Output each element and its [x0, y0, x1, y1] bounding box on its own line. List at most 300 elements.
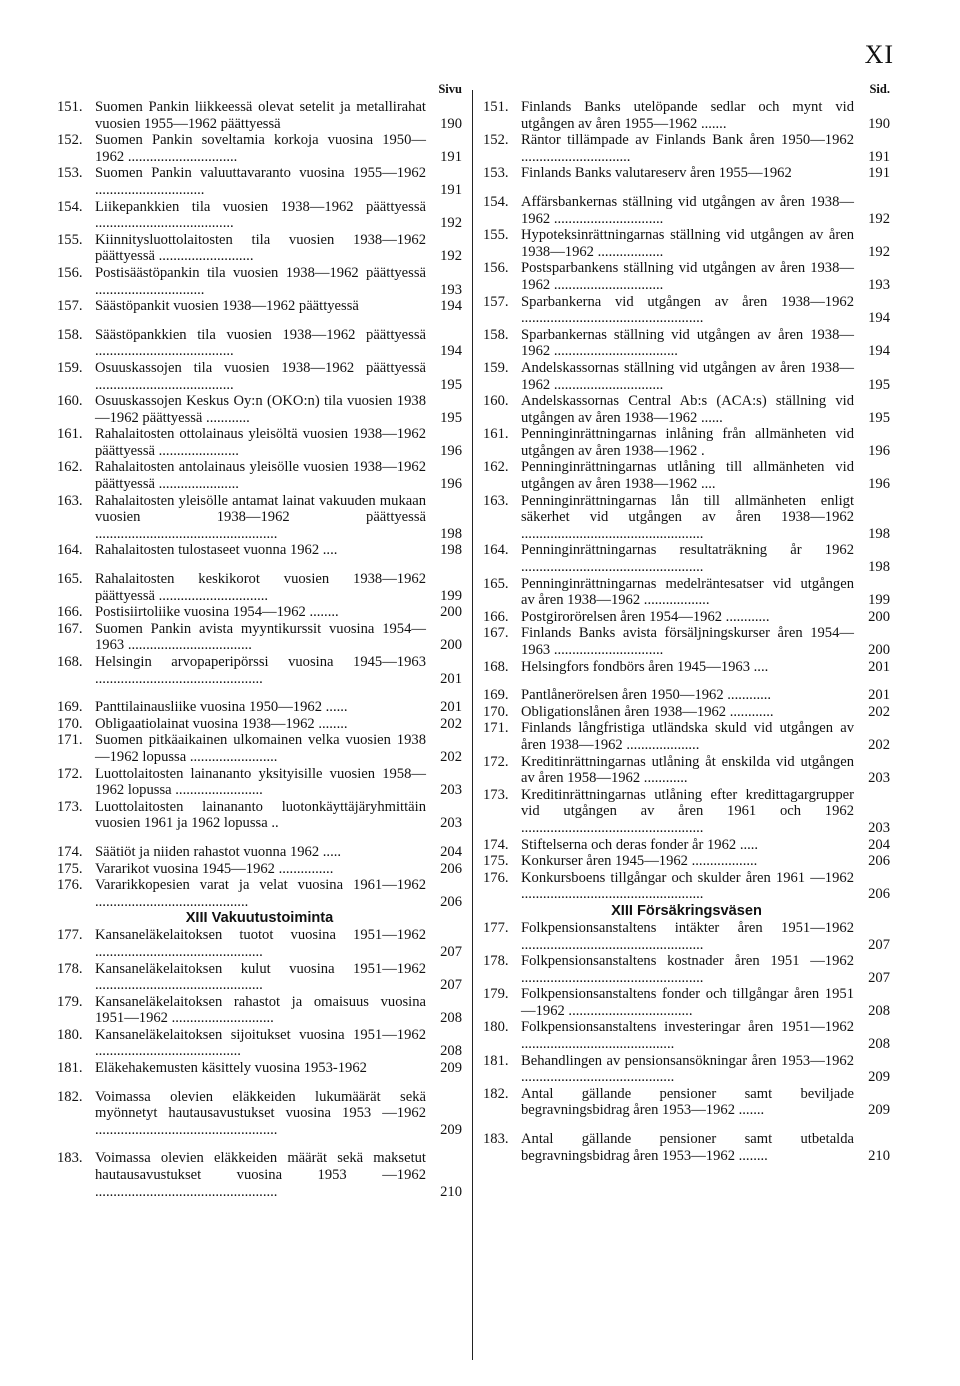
entry-page: 198: [440, 542, 462, 559]
toc-entry: [57, 994, 462, 1027]
toc-entry: [483, 393, 890, 426]
entry-number: 177.: [57, 927, 83, 944]
entry-body: [95, 327, 462, 360]
entry-body: [95, 298, 462, 315]
entry-page: 209: [440, 1060, 462, 1077]
entry-title: Postisäästöpankin tila vuosien 1938—1962 päättyessä ..............................: [95, 264, 426, 298]
entry-number: 157.: [483, 293, 509, 310]
entry-number: 155.: [483, 227, 509, 244]
toc-entry: [483, 194, 890, 227]
toc-entry: [57, 1060, 462, 1077]
entry-body: [95, 716, 462, 733]
entry-number: 160.: [483, 393, 509, 410]
entry-title: Obligaatiolainat vuosina 1938—1962 ........: [95, 715, 348, 732]
entry-body: [521, 853, 890, 870]
entry-title: Hypoteksinrättningarnas ställning vid utgången av åren 1938—1962 ..................: [521, 227, 854, 260]
entry-body: [521, 953, 890, 986]
entry-page: 191: [868, 148, 890, 165]
toc-entry: [57, 99, 462, 132]
toc-entry: [483, 754, 890, 787]
entry-number: 162.: [57, 459, 83, 476]
entry-body: [521, 986, 890, 1019]
entry-body: [521, 426, 890, 459]
entry-list: [57, 927, 462, 1200]
entry-title: Luottolaitosten lainananto yksityisille vuosien 1958—1962 lopussa ........................: [95, 765, 426, 799]
entry-page: 192: [868, 243, 890, 260]
toc-entry: [483, 609, 890, 626]
toc-entry: [57, 393, 462, 426]
entry-title: Pantlånerörelsen åren 1950—1962 ............: [521, 687, 772, 704]
toc-entry: [57, 654, 462, 687]
toc-entry: [483, 659, 890, 676]
entry-page: 208: [868, 1002, 890, 1019]
entry-page: 206: [868, 853, 890, 870]
entry-title: Eläkehakemusten käsittely vuosina 1953-1962: [95, 1060, 367, 1077]
entry-page: 201: [868, 687, 890, 704]
entry-title: Antal gällande pensioner samt utbetalda begravningsbidrag åren 1953—1962 ........: [521, 1131, 854, 1164]
entry-number: 161.: [483, 426, 509, 443]
entry-title: Konkursboens tillgångar och skulder åren 1961 —1962 ..................................................: [521, 869, 854, 903]
entry-title: Suomen pitkäaikainen ulkomainen velka vuosien 1938—1962 lopussa ........................: [95, 732, 426, 765]
entry-body: [95, 265, 462, 298]
entry-title: Osuuskassojen tila vuosien 1938—1962 päättyessä ......................................: [95, 359, 426, 393]
entry-number: 161.: [57, 426, 83, 443]
entry-page: 194: [440, 298, 462, 315]
entry-title: Räntor tillämpade av Finlands Bank åren 1950—1962 ..............................: [521, 132, 854, 165]
entry-title: Voimassa olevien eläkkeiden lukumäärät sekä myönnetyt hautausavustukset vuosina 1953 —1962 ..................................................: [95, 1088, 426, 1138]
entry-body: [521, 720, 890, 753]
entry-page: 198: [440, 525, 462, 542]
toc-entry: [57, 132, 462, 165]
entry-body: [521, 1053, 890, 1086]
entry-title: Kansaneläkelaitoksen rahastot ja omaisuus vuosina 1951—1962 ............................: [95, 993, 426, 1027]
entry-page: 202: [440, 748, 462, 765]
section-heading: XIII Försäkringsväsen: [611, 902, 762, 919]
toc-entry: [483, 687, 890, 704]
toc-entry: [57, 327, 462, 360]
toc-entry: [57, 766, 462, 799]
entry-number: 159.: [483, 359, 509, 376]
toc-entry: [57, 298, 462, 315]
toc-entry: [57, 571, 462, 604]
entry-number: 160.: [57, 393, 83, 410]
entry-number: 176.: [483, 869, 509, 886]
entry-title: Panttilainausliike vuosina 1950—1962 ......: [95, 699, 348, 716]
entry-body: [95, 699, 462, 716]
toc-entry: [483, 837, 890, 854]
toc-entry: [483, 953, 890, 986]
entry-title: Luottolaitosten lainananto luotonkäyttäjäryhmittäin vuosien 1961 ja 1962 lopussa ..: [95, 798, 426, 832]
entry-number: 163.: [483, 492, 509, 509]
entry-page: 201: [868, 658, 890, 675]
entry-title: Antal gällande pensioner samt beviljade begravningsbidrag åren 1953—1962 .......: [521, 1085, 854, 1119]
entry-title: Folkpensionsanstaltens fonder och tillgångar åren 1951—1962 ..................................: [521, 986, 854, 1019]
entry-number: 167.: [57, 620, 83, 637]
entry-body: [95, 1060, 462, 1077]
entry-list: [483, 99, 890, 903]
toc-entry: [483, 99, 890, 132]
entry-number: 175.: [57, 860, 83, 877]
entry-body: [521, 754, 890, 787]
entry-title: Penninginrättningarnas utlåning till allmänheten vid utgången av åren 1938—1962 ....: [521, 459, 854, 493]
entry-body: [521, 870, 890, 903]
entry-title: Obligationslånen åren 1938—1962 ............: [521, 703, 774, 720]
entry-number: 172.: [483, 753, 509, 770]
entry-page: 194: [868, 343, 890, 360]
entry-body: [95, 426, 462, 459]
toc-entry: [57, 1150, 462, 1200]
entry-page: 204: [868, 836, 890, 853]
entry-body: [95, 766, 462, 799]
entry-number: 169.: [57, 699, 83, 716]
entry-title: Penninginrättningarnas resultaträkning år 1962 ..................................................: [521, 542, 854, 576]
toc-entry: [57, 799, 462, 832]
entry-title: Postsparbankens ställning vid utgången av åren 1938—1962 ..............................: [521, 260, 854, 293]
entry-body: [521, 99, 890, 132]
entry-number: 179.: [57, 993, 83, 1010]
toc-entry: [483, 294, 890, 327]
entry-page: 202: [440, 715, 462, 732]
entry-page: 190: [868, 115, 890, 132]
entry-title: Stiftelserna och deras fonder år 1962 .....: [521, 836, 759, 853]
toc-entry: [57, 927, 462, 960]
toc-entry: [483, 426, 890, 459]
entry-number: 179.: [483, 986, 509, 1003]
entry-page: 203: [868, 819, 890, 836]
entry-body: [521, 327, 890, 360]
toc-entry: [57, 232, 462, 265]
entry-title: Kreditinrättningarnas utlåning åt enskilda vid utgången av åren 1958—1962 ............: [521, 753, 854, 787]
column-heading: Sivu: [438, 82, 462, 96]
entry-page: 206: [440, 893, 462, 910]
entry-body: [95, 927, 462, 960]
entry-title: Postisiirtoliike vuosina 1954—1962 ........: [95, 604, 339, 621]
entry-body: [95, 132, 462, 165]
entry-page: 190: [440, 115, 462, 132]
entry-title: Folkpensionsanstaltens investeringar åren 1951—1962 ..........................................: [521, 1019, 854, 1053]
entry-title: Andelskassornas Central Ab:s (ACA:s) ställning vid utgången av åren 1938—1962 ......: [521, 393, 854, 426]
entry-body: [521, 1086, 890, 1119]
entry-body: [95, 360, 462, 393]
toc-entry: [483, 920, 890, 953]
entry-number: 180.: [483, 1019, 509, 1036]
entry-title: Kreditinrättningarnas utlåning efter kredittagargrupper vid utgången av åren 1961 och 1962 ..................................................: [521, 786, 854, 836]
entry-page: 209: [868, 1069, 890, 1086]
entry-title: Säästöpankkien tila vuosien 1938—1962 päättyessä ......................................: [95, 326, 426, 360]
entry-page: 199: [440, 587, 462, 604]
toc-entry: [483, 1019, 890, 1052]
entry-number: 154.: [57, 198, 83, 215]
entry-number: 165.: [483, 575, 509, 592]
entry-title: Kiinnitysluottolaitosten tila vuosien 1938—1962 päättyessä ..........................: [95, 231, 426, 265]
entry-page: 194: [868, 310, 890, 327]
entry-body: [95, 994, 462, 1027]
entry-title: Kansaneläkelaitoksen sijoitukset vuosina 1951—1962 ........................................: [95, 1026, 426, 1060]
entry-body: [521, 393, 890, 426]
toc-entry: [57, 861, 462, 878]
entry-number: 172.: [57, 765, 83, 782]
entry-body: [521, 459, 890, 492]
entry-page: 195: [868, 376, 890, 393]
toc-entry: [483, 986, 890, 1019]
entry-body: [95, 165, 462, 198]
entry-number: 164.: [57, 542, 83, 559]
entry-number: 158.: [483, 326, 509, 343]
toc-entry: [57, 1027, 462, 1060]
entry-body: [521, 360, 890, 393]
toc-entry: [57, 360, 462, 393]
entry-title: Folkpensionsanstaltens kostnader åren 1951 —1962 ..................................................: [521, 953, 854, 986]
entry-page: 192: [440, 215, 462, 232]
entry-body: [521, 493, 890, 543]
entry-body: [95, 604, 462, 621]
entry-body: [95, 393, 462, 426]
entry-number: 176.: [57, 877, 83, 894]
toc-entry: [483, 1131, 890, 1164]
entry-body: [95, 877, 462, 910]
entry-body: [95, 1027, 462, 1060]
entry-title: Suomen Pankin valuuttavaranto vuosina 1955—1962 ..............................: [95, 165, 426, 198]
toc-entry: [483, 132, 890, 165]
entry-page: 207: [868, 969, 890, 986]
entry-page: 195: [868, 409, 890, 426]
entry-number: 167.: [483, 625, 509, 642]
entry-number: 166.: [483, 608, 509, 625]
entry-body: [95, 1150, 462, 1200]
entry-title: Postgirorörelsen åren 1954—1962 ............: [521, 608, 770, 625]
toc-entry: [483, 1086, 890, 1119]
toc-entry: [483, 260, 890, 293]
entry-page: 199: [868, 592, 890, 609]
entry-title: Finlands Banks avista försäljningskurser åren 1954—1963 ..............................: [521, 625, 854, 658]
entry-body: [95, 1089, 462, 1139]
swedish-column: [483, 82, 890, 1164]
entry-page: 209: [440, 1121, 462, 1138]
entry-title: Kansaneläkelaitoksen kulut vuosina 1951—1962 ..............................................: [95, 960, 426, 994]
toc-entry: [483, 787, 890, 837]
entry-body: [95, 654, 462, 687]
entry-title: Rahalaitosten ottolainaus yleisöltä vuosien 1938—1962 päättyessä ......................: [95, 426, 426, 459]
entry-title: Suomen Pankin liikkeessä olevat setelit ja metallirahat vuosien 1955—1962 päättyessä: [95, 99, 426, 132]
entry-number: 162.: [483, 459, 509, 476]
entry-page: 193: [440, 281, 462, 298]
entry-number: 152.: [57, 132, 83, 149]
entry-number: 178.: [483, 953, 509, 970]
toc-entry: [483, 227, 890, 260]
entry-page: 200: [440, 637, 462, 654]
toc-entry: [483, 625, 890, 658]
entry-body: [521, 837, 890, 854]
entry-page: 194: [440, 343, 462, 360]
entry-title: Helsingin arvopaperipörssi vuosina 1945—1963 ..............................................: [95, 654, 426, 687]
entry-body: [95, 961, 462, 994]
entry-number: 157.: [57, 298, 83, 315]
entry-body: [521, 542, 890, 575]
toc-entry: [483, 870, 890, 903]
entry-title: Rahalaitosten tulostaseet vuonna 1962 ....: [95, 542, 338, 559]
entry-body: [521, 787, 890, 837]
entry-page: 191: [868, 165, 890, 182]
entry-number: 171.: [483, 720, 509, 737]
toc-entry: [57, 493, 462, 543]
entry-body: [521, 165, 890, 182]
entry-number: 165.: [57, 571, 83, 588]
entry-page: 202: [868, 736, 890, 753]
entry-body: [521, 687, 890, 704]
entry-page: 203: [440, 815, 462, 832]
entry-number: 170.: [483, 703, 509, 720]
entry-body: [95, 99, 462, 132]
entry-number: 158.: [57, 326, 83, 343]
entry-body: [95, 861, 462, 878]
entry-number: 177.: [483, 919, 509, 936]
entry-body: [95, 459, 462, 492]
entry-number: 163.: [57, 492, 83, 509]
section-heading: XIII Vakuutustoiminta: [185, 910, 334, 927]
entry-title: Säätiöt ja niiden rahastot vuonna 1962 .....: [95, 843, 342, 860]
toc-entry: [483, 576, 890, 609]
entry-number: 166.: [57, 604, 83, 621]
toc-entry: [57, 716, 462, 733]
entry-body: [95, 542, 462, 559]
entry-title: Rahalaitosten yleisölle antamat lainat vakuuden mukaan vuosien 1938—1962 päättyessä ..................................................: [95, 492, 426, 542]
toc-entry: [483, 360, 890, 393]
toc-entry: [57, 426, 462, 459]
entry-number: 169.: [483, 687, 509, 704]
entry-page: 210: [868, 1147, 890, 1164]
entry-page: 191: [440, 148, 462, 165]
entry-number: 155.: [57, 231, 83, 248]
entry-page: 203: [868, 770, 890, 787]
entry-number: 152.: [483, 132, 509, 149]
entry-body: [521, 659, 890, 676]
toc-entry: [483, 493, 890, 543]
entry-number: 183.: [483, 1131, 509, 1148]
entry-title: Helsingfors fondbörs åren 1945—1963 ....: [521, 658, 769, 675]
entry-number: 156.: [483, 260, 509, 277]
entry-number: 171.: [57, 732, 83, 749]
entry-page: 201: [440, 670, 462, 687]
entry-page: 208: [440, 1043, 462, 1060]
finnish-column: [57, 82, 462, 1200]
page-number: XI: [864, 40, 894, 69]
entry-body: [521, 194, 890, 227]
toc-entry: [483, 542, 890, 575]
entry-page: 200: [868, 642, 890, 658]
entry-title: Suomen Pankin soveltamia korkoja vuosina 1950—1962 ..............................: [95, 132, 426, 165]
toc-entry: [57, 459, 462, 492]
entry-page: 207: [868, 936, 890, 953]
entry-title: Sparbankernas ställning vid utgången av åren 1938—1962 ..................................: [521, 326, 854, 360]
entry-list: [57, 99, 462, 910]
toc-entry: [483, 853, 890, 870]
entry-title: Finlands Banks utelöpande sedlar och mynt vid utgången av åren 1955—1962 .......: [521, 99, 854, 132]
toc-entry: [57, 542, 462, 559]
entry-body: [521, 1131, 890, 1164]
entry-title: Affärsbankernas ställning vid utgången av åren 1938—1962 ..............................: [521, 193, 854, 227]
toc-entry: [483, 459, 890, 492]
entry-page: 208: [440, 1010, 462, 1027]
entry-page: 203: [440, 782, 462, 799]
entry-body: [95, 199, 462, 232]
entry-number: 174.: [57, 843, 83, 860]
entry-number: 178.: [57, 960, 83, 977]
entry-page: 202: [868, 703, 890, 720]
entry-body: [95, 493, 462, 543]
entry-title: Penninginrättningarnas lån till allmänheten enligt säkerhet vid utgången av åren 1938—1962 ..................................................: [521, 492, 854, 542]
entry-title: Suomen Pankin avista myyntikurssit vuosina 1954—1963 ..................................: [95, 620, 426, 654]
entry-list: [483, 920, 890, 1164]
entry-number: 168.: [57, 654, 83, 670]
entry-number: 182.: [483, 1085, 509, 1102]
entry-body: [95, 799, 462, 832]
entry-body: [521, 576, 890, 609]
entry-page: 193: [868, 276, 890, 293]
entry-page: 198: [868, 559, 890, 576]
entry-body: [521, 227, 890, 260]
entry-number: 180.: [57, 1026, 83, 1043]
entry-page: 195: [440, 409, 462, 426]
entry-page: 200: [440, 604, 462, 621]
entry-page: 201: [440, 699, 462, 716]
entry-page: 206: [440, 860, 462, 877]
entry-title: Liikepankkien tila vuosien 1938—1962 päättyessä ......................................: [95, 198, 426, 232]
entry-body: [521, 132, 890, 165]
entry-body: [95, 232, 462, 265]
entry-title: Folkpensionsanstaltens intäkter åren 1951—1962 ..................................................: [521, 919, 854, 953]
entry-page: 207: [440, 943, 462, 960]
entry-page: 204: [440, 843, 462, 860]
entry-page: 207: [440, 977, 462, 994]
toc-entry: [57, 844, 462, 861]
entry-body: [521, 1019, 890, 1052]
entry-body: [521, 294, 890, 327]
entry-title: Vararikkopesien varat ja velat vuosina 1961—1962 ..........................................: [95, 877, 426, 910]
toc-entry: [483, 720, 890, 753]
column-heading: Sid.: [869, 82, 890, 96]
entry-page: 196: [868, 476, 890, 493]
entry-title: Sparbankerna vid utgången av åren 1938—1962 ..................................................: [521, 293, 854, 327]
toc-entry: [57, 699, 462, 716]
entry-number: 170.: [57, 715, 83, 732]
entry-number: 153.: [57, 165, 83, 182]
entry-page: 191: [440, 181, 462, 198]
entry-body: [521, 920, 890, 953]
entry-page: 208: [868, 1036, 890, 1053]
entry-number: 182.: [57, 1088, 83, 1105]
entry-title: Kansaneläkelaitoksen tuotot vuosina 1951—1962 ..............................................: [95, 927, 426, 960]
entry-title: Behandlingen av pensionsansökningar åren 1953—1962 ..........................................: [521, 1052, 854, 1086]
entry-page: 196: [440, 442, 462, 459]
entry-number: 151.: [57, 99, 83, 115]
entry-number: 183.: [57, 1150, 83, 1167]
toc-entry: [57, 961, 462, 994]
toc-entry: [57, 732, 462, 765]
toc-entry: [57, 165, 462, 198]
entry-page: 196: [440, 476, 462, 493]
toc-entry: [483, 327, 890, 360]
toc-entry: [483, 1053, 890, 1086]
entry-title: Konkurser åren 1945—1962 ..................: [521, 853, 758, 870]
entry-number: 156.: [57, 264, 83, 281]
entry-title: Penninginrättningarnas inlåning från allmänheten vid utgången av åren 1938—1962 .: [521, 426, 854, 459]
entry-body: [521, 609, 890, 626]
entry-page: 209: [868, 1102, 890, 1119]
toc-entry: [483, 704, 890, 721]
toc-entry: [57, 604, 462, 621]
entry-title: Penninginrättningarnas medelräntesatser vid utgången av åren 1938—1962 ..................: [521, 575, 854, 609]
entry-number: 153.: [483, 165, 509, 182]
